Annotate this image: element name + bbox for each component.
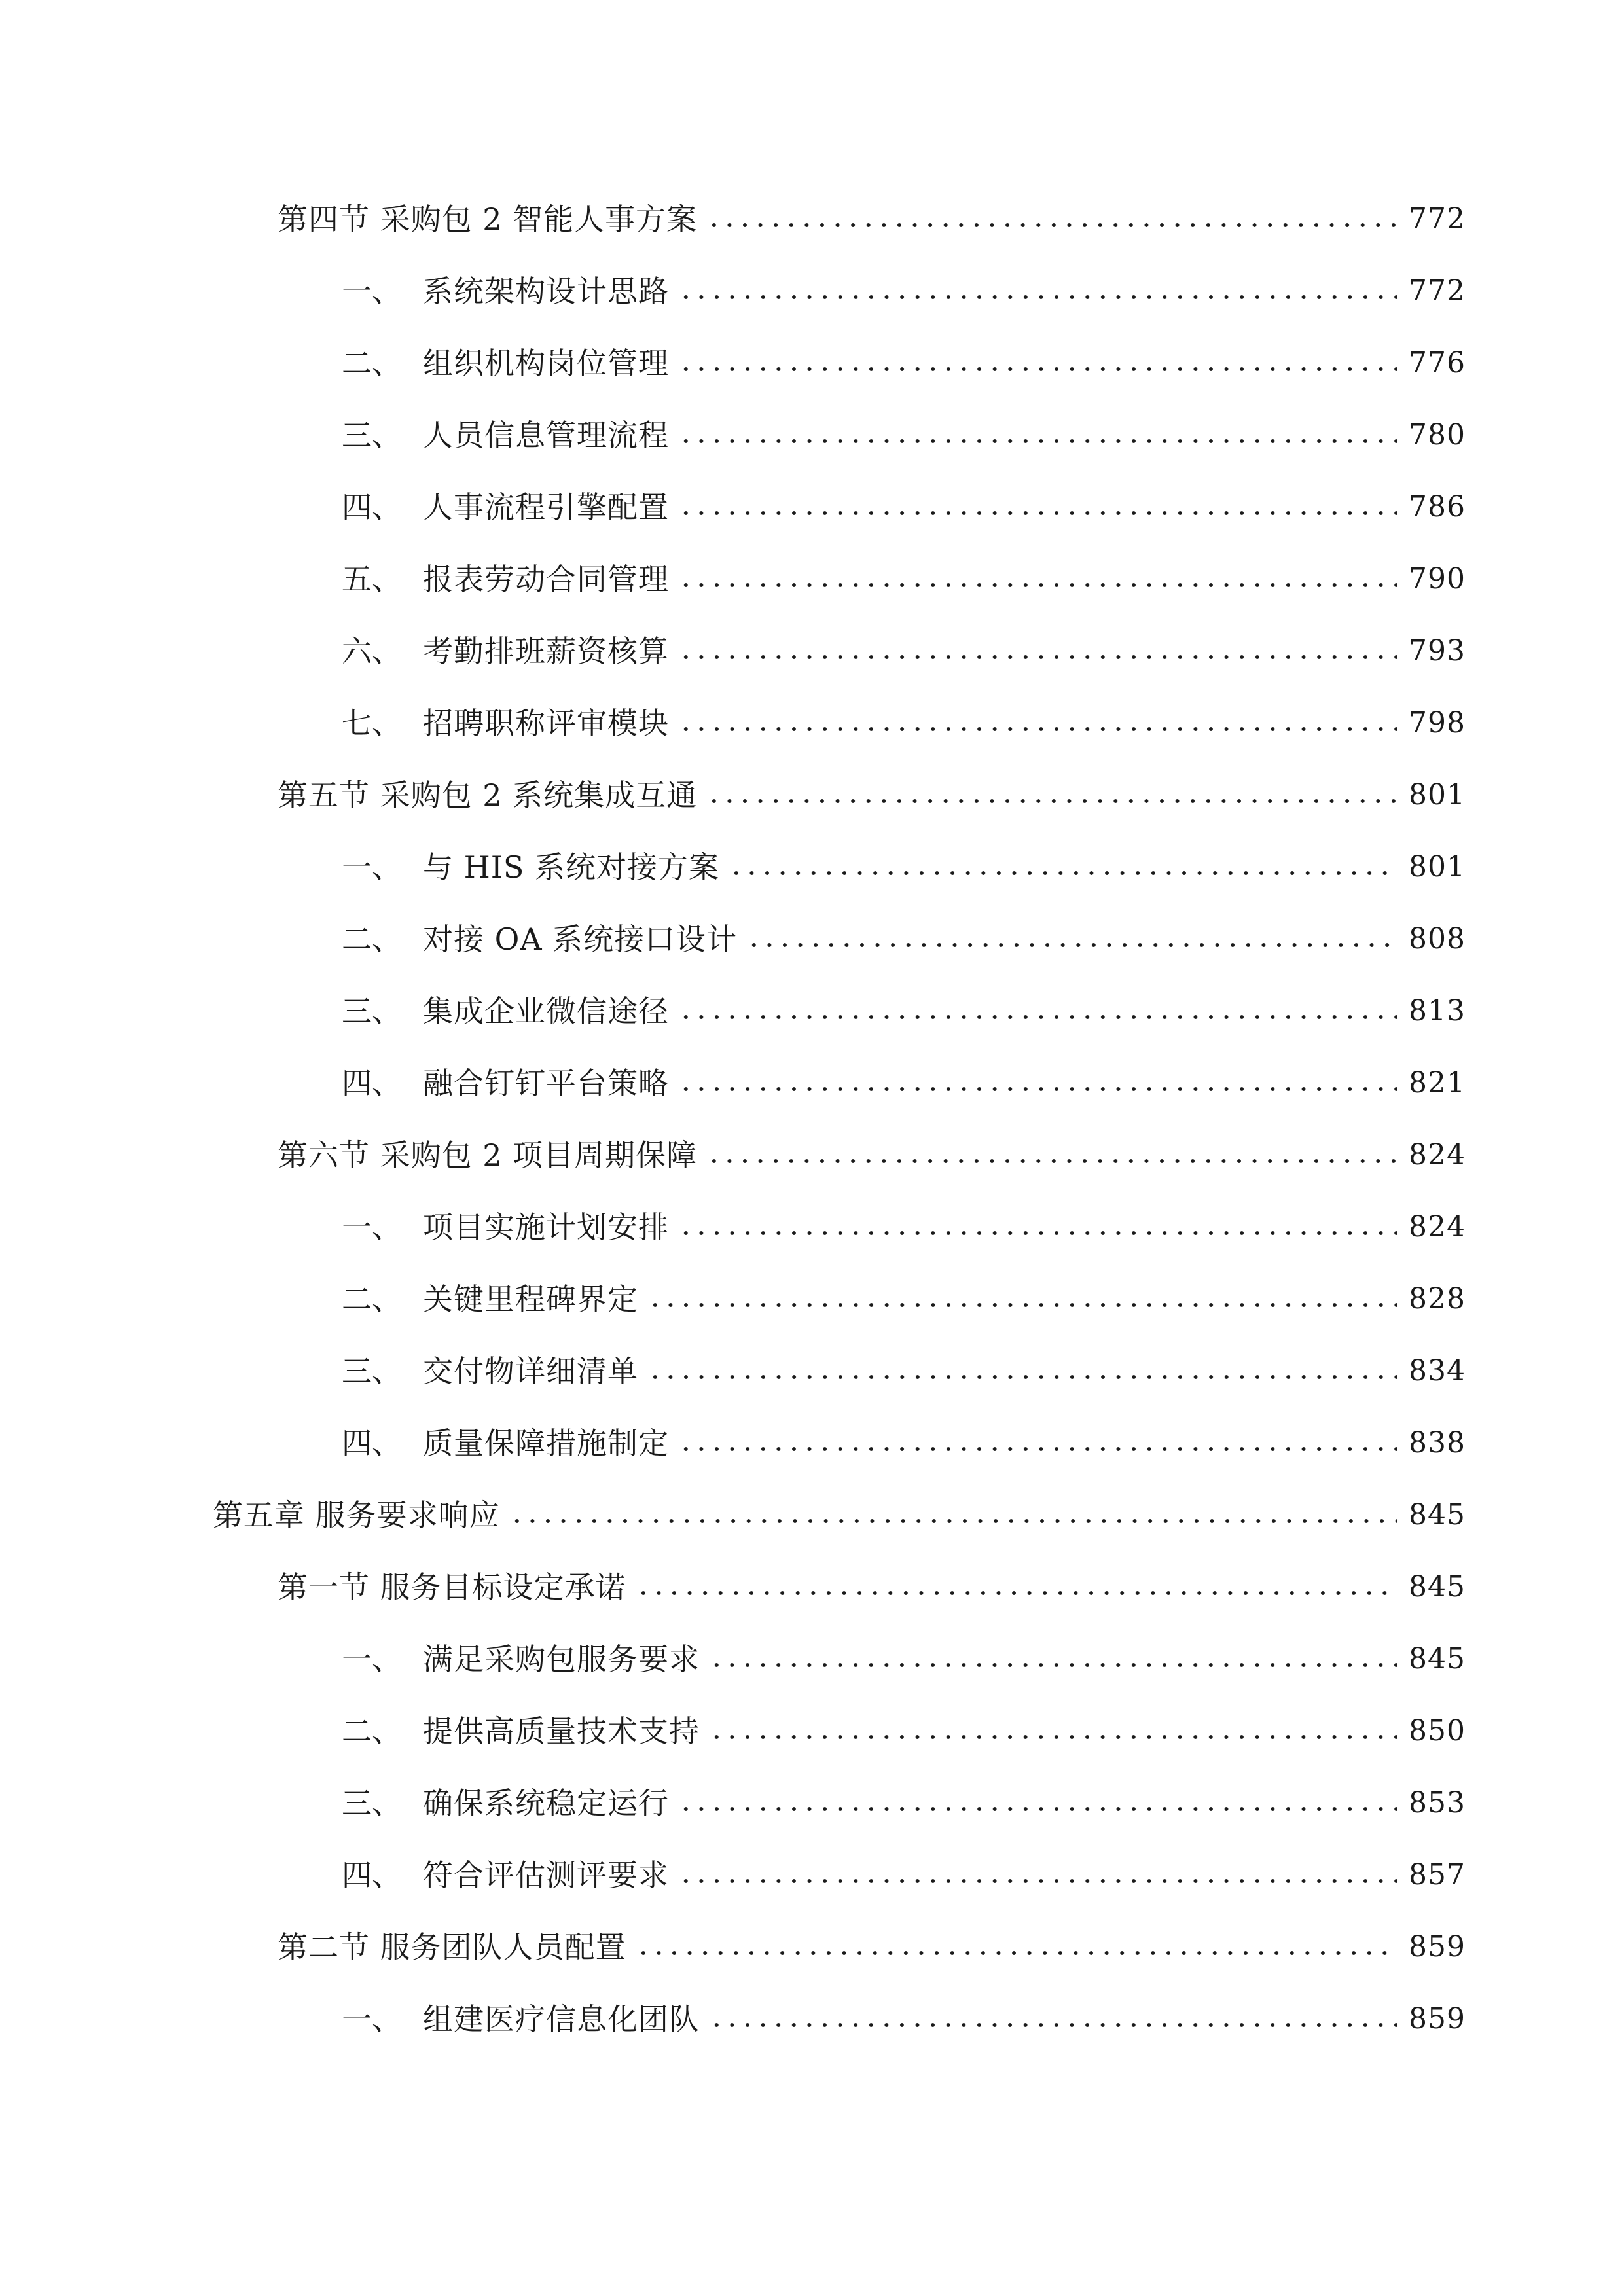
leader-dots xyxy=(709,2022,1397,2028)
toc-item-marker: 一、 xyxy=(342,1210,402,1245)
leader-dots xyxy=(678,1014,1397,1020)
toc-page-number: 821 xyxy=(1409,1066,1466,1100)
toc-item[interactable] xyxy=(342,831,1466,903)
leader-dots xyxy=(678,654,1397,660)
toc-item[interactable] xyxy=(342,1047,1466,1119)
toc-page-number: 780 xyxy=(1409,418,1466,452)
toc-page-number: 772 xyxy=(1409,202,1466,236)
toc-item[interactable] xyxy=(342,1983,1466,2055)
leader-dots xyxy=(706,1158,1397,1164)
toc-page-number: 793 xyxy=(1409,634,1466,668)
toc-item[interactable] xyxy=(342,1335,1466,1407)
leader-dots xyxy=(678,1446,1397,1452)
toc-entry-title: 提供高质量技术支持 xyxy=(423,1713,700,1749)
leader-dots xyxy=(678,582,1397,588)
toc-entry-title: 第一节 服务目标设定承诺 xyxy=(278,1570,626,1605)
toc-item-marker: 二、 xyxy=(342,346,402,381)
toc-item-marker: 四、 xyxy=(342,1066,402,1101)
toc-entry-title: 第四节 采购包 2 智能人事方案 xyxy=(278,202,698,237)
toc-page-number: 824 xyxy=(1409,1138,1466,1172)
toc-item-marker: 四、 xyxy=(342,1857,402,1893)
leader-dots xyxy=(709,1734,1397,1740)
toc-item[interactable] xyxy=(342,1839,1466,1911)
toc-section-4[interactable] xyxy=(278,183,1466,255)
leader-dots xyxy=(678,1086,1397,1092)
toc-page-number: 801 xyxy=(1409,778,1466,812)
toc-item-marker: 一、 xyxy=(342,2001,402,2037)
toc-entry-title: 报表劳动合同管理 xyxy=(423,562,669,597)
toc-entry-title: 人事流程引擎配置 xyxy=(423,490,669,525)
toc-entry-title: 对接 OA 系统接口设计 xyxy=(423,922,738,957)
leader-dots xyxy=(678,294,1397,300)
toc-item[interactable] xyxy=(342,1191,1466,1263)
toc-page-number: 828 xyxy=(1409,1282,1466,1316)
toc-item[interactable] xyxy=(342,1407,1466,1479)
leader-dots xyxy=(509,1518,1397,1524)
toc-page-number: 776 xyxy=(1409,346,1466,380)
toc-page-number: 824 xyxy=(1409,1210,1466,1244)
toc-page-number: 859 xyxy=(1409,1930,1466,1964)
toc-item[interactable] xyxy=(342,255,1466,327)
toc-item[interactable] xyxy=(342,1767,1466,1839)
toc-item[interactable] xyxy=(342,687,1466,759)
leader-dots xyxy=(636,1950,1397,1956)
toc-item-marker: 五、 xyxy=(342,562,402,597)
toc-entry-title: 符合评估测评要求 xyxy=(423,1857,669,1893)
toc-entry-title: 组建医疗信息化团队 xyxy=(423,2001,700,2037)
toc-page-number: 838 xyxy=(1409,1426,1466,1460)
leader-dots xyxy=(647,1302,1397,1308)
leader-dots xyxy=(678,438,1397,444)
leader-dots xyxy=(678,510,1397,516)
toc-entry-title: 系统架构设计思路 xyxy=(423,274,669,309)
leader-dots xyxy=(678,1230,1397,1236)
leader-dots xyxy=(636,1590,1397,1596)
toc-entry-title: 第五章 服务要求响应 xyxy=(213,1498,500,1533)
toc-entry-title: 第六节 采购包 2 项目周期保障 xyxy=(278,1138,698,1173)
toc-entry-title: 招聘职称评审模块 xyxy=(423,706,669,741)
toc-page-number: 853 xyxy=(1409,1786,1466,1820)
leader-dots xyxy=(706,222,1397,228)
toc-page-number: 834 xyxy=(1409,1354,1466,1388)
toc-section-6[interactable] xyxy=(278,1119,1466,1191)
toc-item[interactable] xyxy=(342,975,1466,1047)
toc-item-marker: 二、 xyxy=(342,1713,402,1749)
leader-dots xyxy=(678,726,1397,732)
leader-dots xyxy=(706,798,1397,804)
toc-section-2[interactable] xyxy=(278,1911,1466,1983)
toc-entry-title: 第五节 采购包 2 系统集成互通 xyxy=(278,778,698,813)
toc-item-marker: 三、 xyxy=(342,418,402,453)
leader-dots xyxy=(678,1878,1397,1884)
toc-page-number: 845 xyxy=(1409,1642,1466,1676)
toc-entry-title: 项目实施计划安排 xyxy=(423,1210,669,1245)
toc-page-number: 790 xyxy=(1409,562,1466,596)
toc-item[interactable] xyxy=(342,615,1466,687)
toc-section-5[interactable] xyxy=(278,759,1466,831)
leader-dots xyxy=(729,870,1397,876)
toc-item[interactable] xyxy=(342,543,1466,615)
toc-page-number: 859 xyxy=(1409,2002,1466,2036)
toc-page-number: 845 xyxy=(1409,1570,1466,1604)
toc-page-number: 808 xyxy=(1409,922,1466,956)
toc-entry-title: 交付物详细清单 xyxy=(423,1354,638,1389)
toc-entry-title: 确保系统稳定运行 xyxy=(423,1785,669,1821)
leader-dots xyxy=(678,1806,1397,1812)
toc-item-marker: 二、 xyxy=(342,1282,402,1317)
toc-item[interactable] xyxy=(342,903,1466,975)
toc-entry-title: 集成企业微信途径 xyxy=(423,994,669,1029)
toc-page-number: 813 xyxy=(1409,994,1466,1028)
toc-section-1[interactable] xyxy=(278,1551,1466,1623)
toc-entry-title: 第二节 服务团队人员配置 xyxy=(278,1929,626,1965)
toc-page-number: 772 xyxy=(1409,274,1466,308)
toc-item[interactable] xyxy=(342,1695,1466,1767)
toc-entry-title: 考勤排班薪资核算 xyxy=(423,634,669,669)
leader-dots xyxy=(678,366,1397,372)
toc-item-marker: 三、 xyxy=(342,994,402,1029)
toc-item-marker: 六、 xyxy=(342,634,402,669)
toc-chapter-5[interactable] xyxy=(213,1479,1466,1551)
toc-page-number: 850 xyxy=(1409,1714,1466,1748)
toc-entry-title: 融合钉钉平台策略 xyxy=(423,1066,669,1101)
toc-item[interactable] xyxy=(342,1623,1466,1695)
leader-dots xyxy=(647,1374,1397,1380)
toc-entry-title: 组织机构岗位管理 xyxy=(423,346,669,381)
toc-item-marker: 七、 xyxy=(342,706,402,741)
toc-entry-title: 与 HIS 系统对接方案 xyxy=(423,850,720,885)
leader-dots xyxy=(709,1662,1397,1668)
toc-item-marker: 一、 xyxy=(342,274,402,309)
toc-item[interactable] xyxy=(342,471,1466,543)
toc-item[interactable] xyxy=(342,327,1466,399)
toc-item-marker: 一、 xyxy=(342,1641,402,1677)
toc-page-number: 845 xyxy=(1409,1498,1466,1532)
toc-item-marker: 三、 xyxy=(342,1785,402,1821)
toc-item-marker: 四、 xyxy=(342,1426,402,1461)
toc-item[interactable] xyxy=(342,399,1466,471)
toc-entry-title: 人员信息管理流程 xyxy=(423,418,669,453)
toc-item-marker: 三、 xyxy=(342,1354,402,1389)
toc-page-number: 801 xyxy=(1409,850,1466,884)
toc-item-marker: 四、 xyxy=(342,490,402,525)
toc-entry-title: 关键里程碑界定 xyxy=(423,1282,638,1317)
toc-entry-title: 质量保障措施制定 xyxy=(423,1426,669,1461)
toc-item-marker: 一、 xyxy=(342,850,402,885)
toc-page-number: 857 xyxy=(1409,1858,1466,1892)
toc-item-marker: 二、 xyxy=(342,922,402,957)
toc-item[interactable] xyxy=(342,1263,1466,1335)
toc-page-number: 798 xyxy=(1409,706,1466,740)
toc-page-number: 786 xyxy=(1409,490,1466,524)
toc-entry-title: 满足采购包服务要求 xyxy=(423,1641,700,1677)
leader-dots xyxy=(746,942,1397,948)
